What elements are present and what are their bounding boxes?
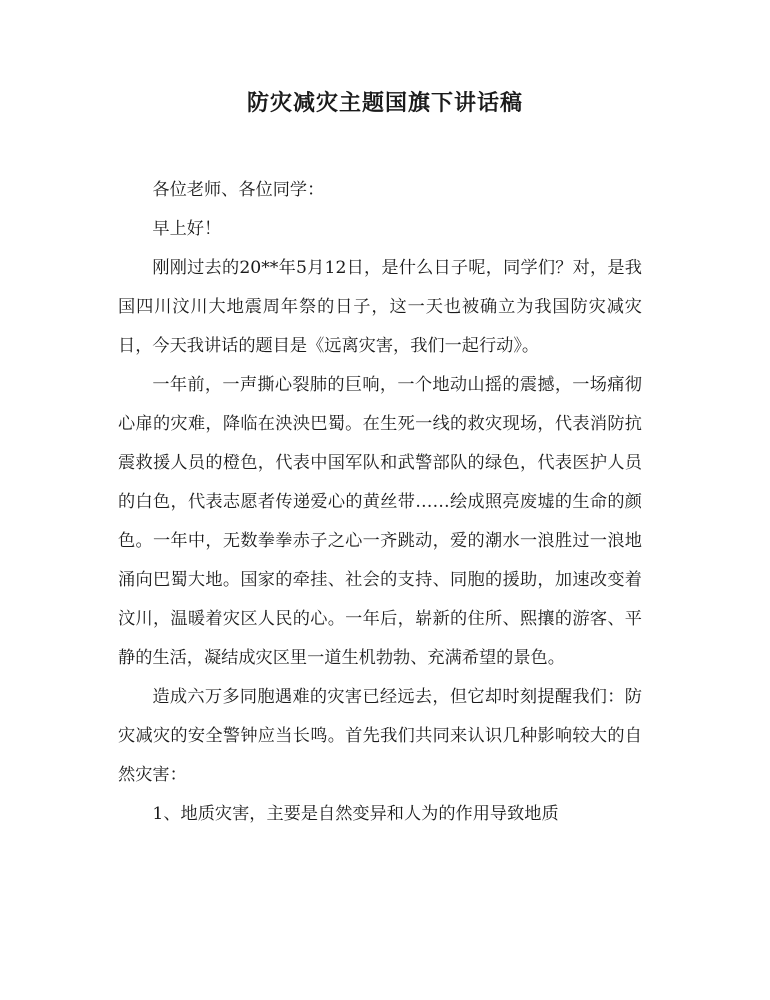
body-paragraph: 造成六万多同胞遇难的灾害已经远去，但它却时刻提醒我们：防灾减灾的安全警钟应当长鸣。首先我们共同来认识几种影响较大的自然灾害： [118,687,642,785]
list-item-paragraph: 1、地质灾害，主要是自然变异和人为的作用导致地质 [152,804,559,824]
greeting-paragraph: 早上好！ [152,219,222,239]
document-body [118,171,642,834]
body-paragraph: 一年前，一声撕心裂肺的巨响，一个地动山摇的震撼，一场痛彻心扉的灾难，降临在泱泱巴蜀。在生死一线的救灾现场，代表消防抗震救援人员的橙色，代表中国军队和武警部队的绿色，代表医护人员的白色，代表志愿者传递爱心的黄丝带……绘成照亮废墟的生命的颜色。一年中，无数拳拳赤子之心一齐跳动，爱的潮水一浪胜过一浪地涌向巴蜀大地。国家的牵挂、社会的支持、同胞的援助，加速改变着汶川，温暖着灾区人民的心。一年后，崭新的住所、熙攘的游客、平静的生活，凝结成灾区里一道生机勃勃、充满希望的景色。 [118,375,642,668]
document-title: 防灾减灾主题国旗下讲话稿 [246,91,523,116]
salutation-paragraph: 各位老师、各位同学： [152,180,325,200]
body-paragraph: 刚刚过去的20**年5月12日，是什么日子呢，同学们？对，是我国四川汶川大地震周年祭的日子，这一天也被确立为我国防灾减灾日，今天我讲话的题目是《远离灾害，我们一起行动》。 [118,258,642,356]
